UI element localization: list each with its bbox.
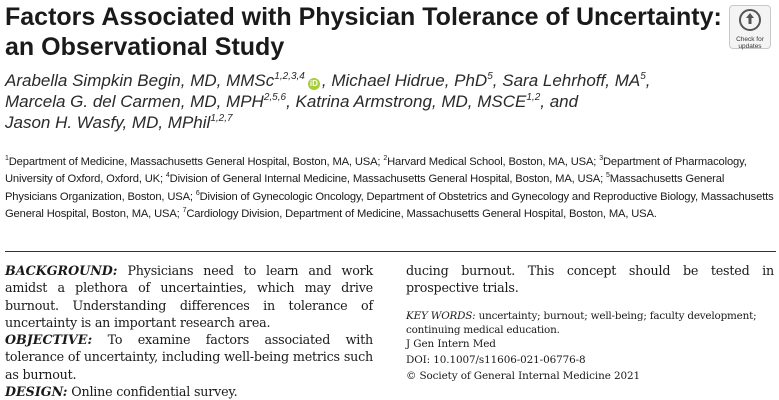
affiliations: $^1$Department of Medicine, Massachusetts General Hospital, Boston, MA, USA; $^2$Harvard Medical School, Boston, MA, USA; $^3$Department of Pharmacology, University of Oxford, Oxford, UK; $^4$Division of General Internal Medicine, Massachusetts General Hospital, Boston, MA, USA; $^5$Massachusetts General Physicians Organization, Boston, USA; $^6$Division of Gynecologic Oncology, Department of Obstetrics and Gynecology and Reproductive Biology, Massachusetts General Hospital, Boston, MA, USA; $^7$Cardiology Division, Department of Medicine, Massachusetts General Hospital, Boston, MA, USA.: [5, 155, 774, 221]
abstract-right-column: [406, 262, 774, 297]
abstract-objective: OBJECTIVE: To examine factors associated with tolerance of uncertainty, including well-being metrics such as burnout.: [5, 332, 373, 382]
author-5[interactable]: Katrina Armstrong, MD, MSCE$^{1,2}$: [295, 92, 541, 111]
author-2[interactable]: Michael Hidrue, PhD$^5$: [331, 71, 493, 90]
copyright: © Society of General Internal Medicine 2021: [406, 370, 640, 382]
badge-label-2: updates: [738, 43, 762, 50]
title-line-1: Factors Associated with Physician Tolerance of Uncertainty:: [5, 3, 722, 31]
section-divider: [5, 251, 776, 252]
abstract-design: DESIGN: Online confidential survey.: [5, 384, 238, 400]
author-6[interactable]: Jason H. Wasfy, MD, MPhil$^{1,2,7}$: [5, 113, 233, 132]
abstract-background: BACKGROUND: Physicians need to learn and work amidst a plethora of uncertainties, which may drive burnout. Understanding differences in tolerance of uncertainty is an important research area.: [5, 263, 373, 330]
title-line-2: an Observational Study: [5, 33, 285, 61]
check-for-updates-badge[interactable]: [729, 5, 771, 49]
check-for-updates-icon: [739, 9, 761, 31]
abstract-left-column: [5, 262, 373, 400]
author-3[interactable]: Sara Lehrhoff, $MA^5$: [502, 71, 646, 90]
author-1[interactable]: Arabella Simpkin Begin, MD, MMSc$^{1,2,3,4}$: [5, 71, 305, 90]
orcid-icon[interactable]: iD: [309, 79, 318, 88]
article-title: [5, 2, 722, 62]
key-words: KEY WORDS: uncertainty; burnout; well-being; faculty development; continuing medical education.: [406, 310, 757, 336]
abstract-continuation: ducing burnout. This concept should be tested in prospective trials.: [406, 263, 774, 296]
badge-label-1: Check for: [736, 36, 764, 43]
author-4[interactable]: Marcela G. del Carmen, MD, MPH$^{2,5,6}$: [5, 92, 287, 111]
doi-link[interactable]: DOI: 10.1007/s11606-021-06776-8: [406, 354, 586, 366]
author-list: Arabella Simpkin Begin, MD, MMSc$^{1,2,3,4}$iD , Michael Hidrue, PhD$^5$, Sara Lehrhoff, $MA^5$, Marcela G. del Carmen, MD, MPH$^{2,5,6}$, Katrina Armstrong, MD, MSCE$^{1,2}$, and Jason H. Wasfy, MD, MPhil$^{1,2,7}$: [5, 71, 651, 132]
journal-name: J Gen Intern Med: [406, 338, 496, 350]
